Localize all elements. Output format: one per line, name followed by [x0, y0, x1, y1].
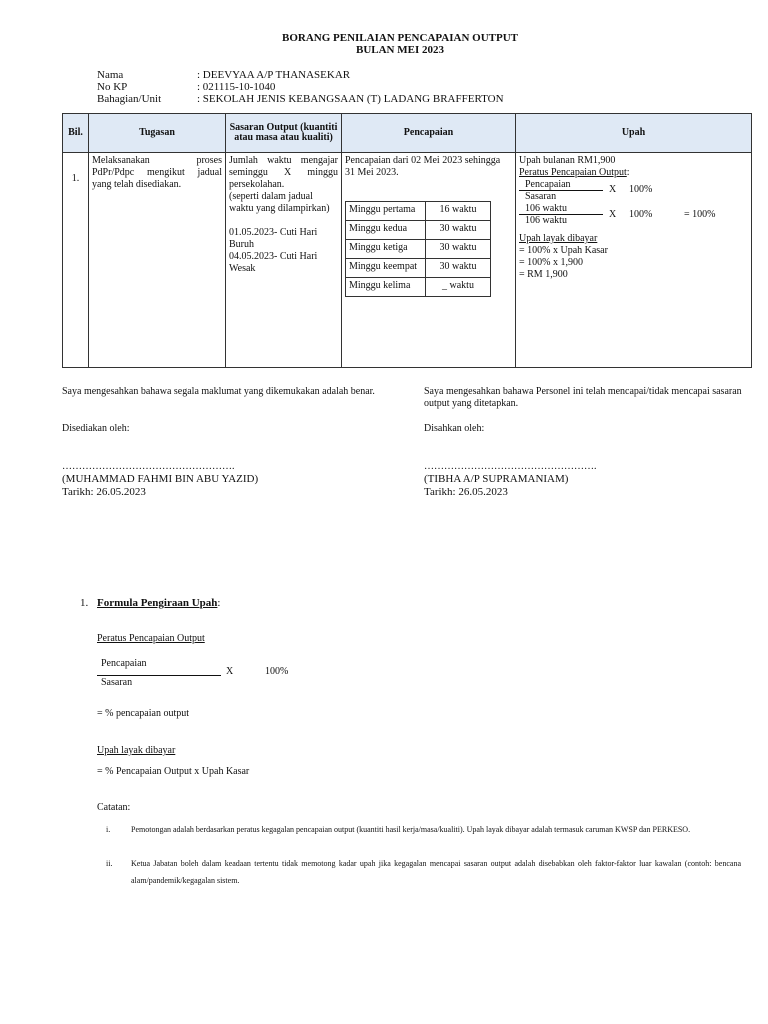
frac2-den: 106 waktu [525, 215, 567, 226]
assessment-table [62, 113, 752, 368]
week-value: 30 waktu [426, 259, 491, 278]
note-text: Ketua Jabatan boleh dalam keadaan tertentu tidak memotong kadar upah jika kegagalan mencapai sasaran output adalah disebabkan oleh faktor-faktor luar kawalan (contoh: bencana alam/pandemik/kegagalan sistem. [131, 859, 741, 885]
header-upah: Upah [516, 114, 752, 153]
unit-label: Bahagian/Unit [97, 93, 162, 105]
cell-tugasan: Melaksanakan proses PdPr/Pdpc mengikut jadual yang telah disediakan. [89, 153, 226, 368]
right-statement: Saya mengesahkan bahawa Personel ini telah mencapai/tidak mencapai sasaran output yang ditetapkan. [424, 386, 742, 409]
header-sasaran: Sasaran Output (kuantiti atau masa atau kualiti) [226, 114, 342, 153]
week-value: _ waktu [426, 278, 491, 297]
week-value: 30 waktu [426, 240, 491, 259]
header-pencapaian: Pencapaian [342, 114, 516, 153]
cell-bil: 1. [63, 153, 89, 368]
left-signatory-name: (MUHAMMAD FAHMI BIN ABU YAZID) [62, 473, 259, 485]
formula-upah-label: Upah layak dibayar [97, 745, 176, 756]
formula-number: 1. [80, 597, 89, 609]
weekly-hours-table [345, 201, 491, 297]
formula-frac-den: Sasaran [101, 677, 133, 688]
sasaran-line4: 04.05.2023- Cuti Hari Wesak [229, 251, 318, 274]
nokp-value: : 021115-10-1040 [197, 81, 276, 93]
peratus-label: Peratus Pencapaian Output [519, 167, 627, 178]
table-row [63, 153, 752, 368]
week-label: Minggu keempat [346, 259, 426, 278]
fraction-2 [519, 203, 748, 227]
week-row [346, 202, 491, 221]
right-signatory-name: (TIBHA A/P SUPRAMANIAM) [424, 473, 569, 485]
doc-title: BORANG PENILAIAN PENCAPAIAN OUTPUT [281, 32, 518, 44]
frac1-num: Pencapaian [525, 179, 571, 190]
frac1-den: Sasaran [525, 191, 557, 202]
sasaran-line1: Jumlah waktu mengajar seminggu X minggu persekolahan. [229, 155, 338, 190]
header-bil: Bil. [63, 114, 89, 153]
header-tugasan: Tugasan [89, 114, 226, 153]
fraction-1 [519, 179, 748, 203]
week-row [346, 278, 491, 297]
upah-bulanan: Upah bulanan RM1,900 [519, 155, 616, 166]
peratus-colon: : [626, 167, 630, 178]
week-label: Minggu kedua [346, 221, 426, 240]
week-value: 30 waktu [426, 221, 491, 240]
doc-subtitle-month: BULAN MEI 2023 [355, 44, 444, 56]
upah-layak-label: Upah layak dibayar [519, 233, 598, 244]
week-label: Minggu ketiga [346, 240, 426, 259]
nama-label: Nama [97, 69, 124, 81]
week-row [346, 221, 491, 240]
notes-heading: Catatan: [97, 802, 131, 813]
formula-eq2: = % Pencapaian Output x Upah Kasar [97, 766, 250, 777]
frac1-x: X [609, 184, 617, 195]
formula-heading-wrap [97, 597, 220, 609]
formula-frac-line [97, 675, 221, 676]
cell-pencapaian [342, 153, 516, 368]
formula-heading: Formula Pengiraan Upah [97, 597, 218, 609]
unit-value: : SEKOLAH JENIS KEBANGSAAN (T) LADANG BRAFFERTON [197, 93, 504, 105]
right-signature-line: ……………………………………………. [424, 461, 597, 472]
week-label: Minggu kelima [346, 278, 426, 297]
note-number: i. [106, 825, 111, 834]
week-label: Minggu pertama [346, 202, 426, 221]
right-date: Tarikh: 26.05.2023 [424, 486, 508, 498]
formula-x: X [226, 666, 234, 677]
left-statement: Saya mengesahkan bahawa segala maklumat yang dikemukakan adalah benar. [62, 386, 375, 397]
formula-eq1: = % pencapaian output [97, 708, 189, 719]
upah-line1: = 100% x Upah Kasar [519, 245, 608, 256]
frac2-x: X [609, 209, 617, 220]
nokp-label: No KP [97, 81, 128, 93]
week-row [346, 259, 491, 278]
approved-by-label: Disahkan oleh: [424, 423, 485, 434]
nama-value: : DEEVYAA A/P THANASEKAR [197, 69, 351, 81]
cell-upah [516, 153, 752, 368]
formula-pct: 100% [265, 666, 289, 677]
upah-line2: = 100% x 1,900 [519, 257, 583, 268]
note-number: ii. [106, 859, 113, 868]
prepared-by-label: Disediakan oleh: [62, 423, 130, 434]
personnel-info [97, 69, 697, 109]
frac1-pct: 100% [629, 184, 653, 195]
week-row [346, 240, 491, 259]
frac2-result: = 100% [684, 209, 716, 220]
frac2-pct: 100% [629, 209, 653, 220]
formula-frac-num: Pencapaian [101, 658, 147, 669]
upah-line3: = RM 1,900 [519, 269, 568, 280]
frac2-num: 106 waktu [525, 203, 567, 214]
formula-peratus-label: Peratus Pencapaian Output [97, 633, 205, 644]
left-signature-line: ……………………………………………. [62, 461, 235, 472]
pencapaian-text: Pencapaian dari 02 Mei 2023 sehingga 31 Mei 2023. [345, 155, 501, 178]
sasaran-line2: (seperti dalam jadual waktu yang dilampirkan) [229, 191, 330, 214]
note-text: Pemotongan adalah berdasarkan peratus kegagalan pencapaian output (kuantiti hasil kerja/masa/kualiti). Upah layak dibayar adalah termasuk caruman KWSP dan PERKESO. [131, 825, 691, 834]
cell-sasaran [226, 153, 342, 368]
formula-heading-colon: : [217, 597, 221, 609]
sasaran-line3: 01.05.2023- Cuti Hari Buruh [229, 227, 318, 250]
table-header-row [63, 114, 752, 153]
left-date: Tarikh: 26.05.2023 [62, 486, 146, 498]
week-value: 16 waktu [426, 202, 491, 221]
